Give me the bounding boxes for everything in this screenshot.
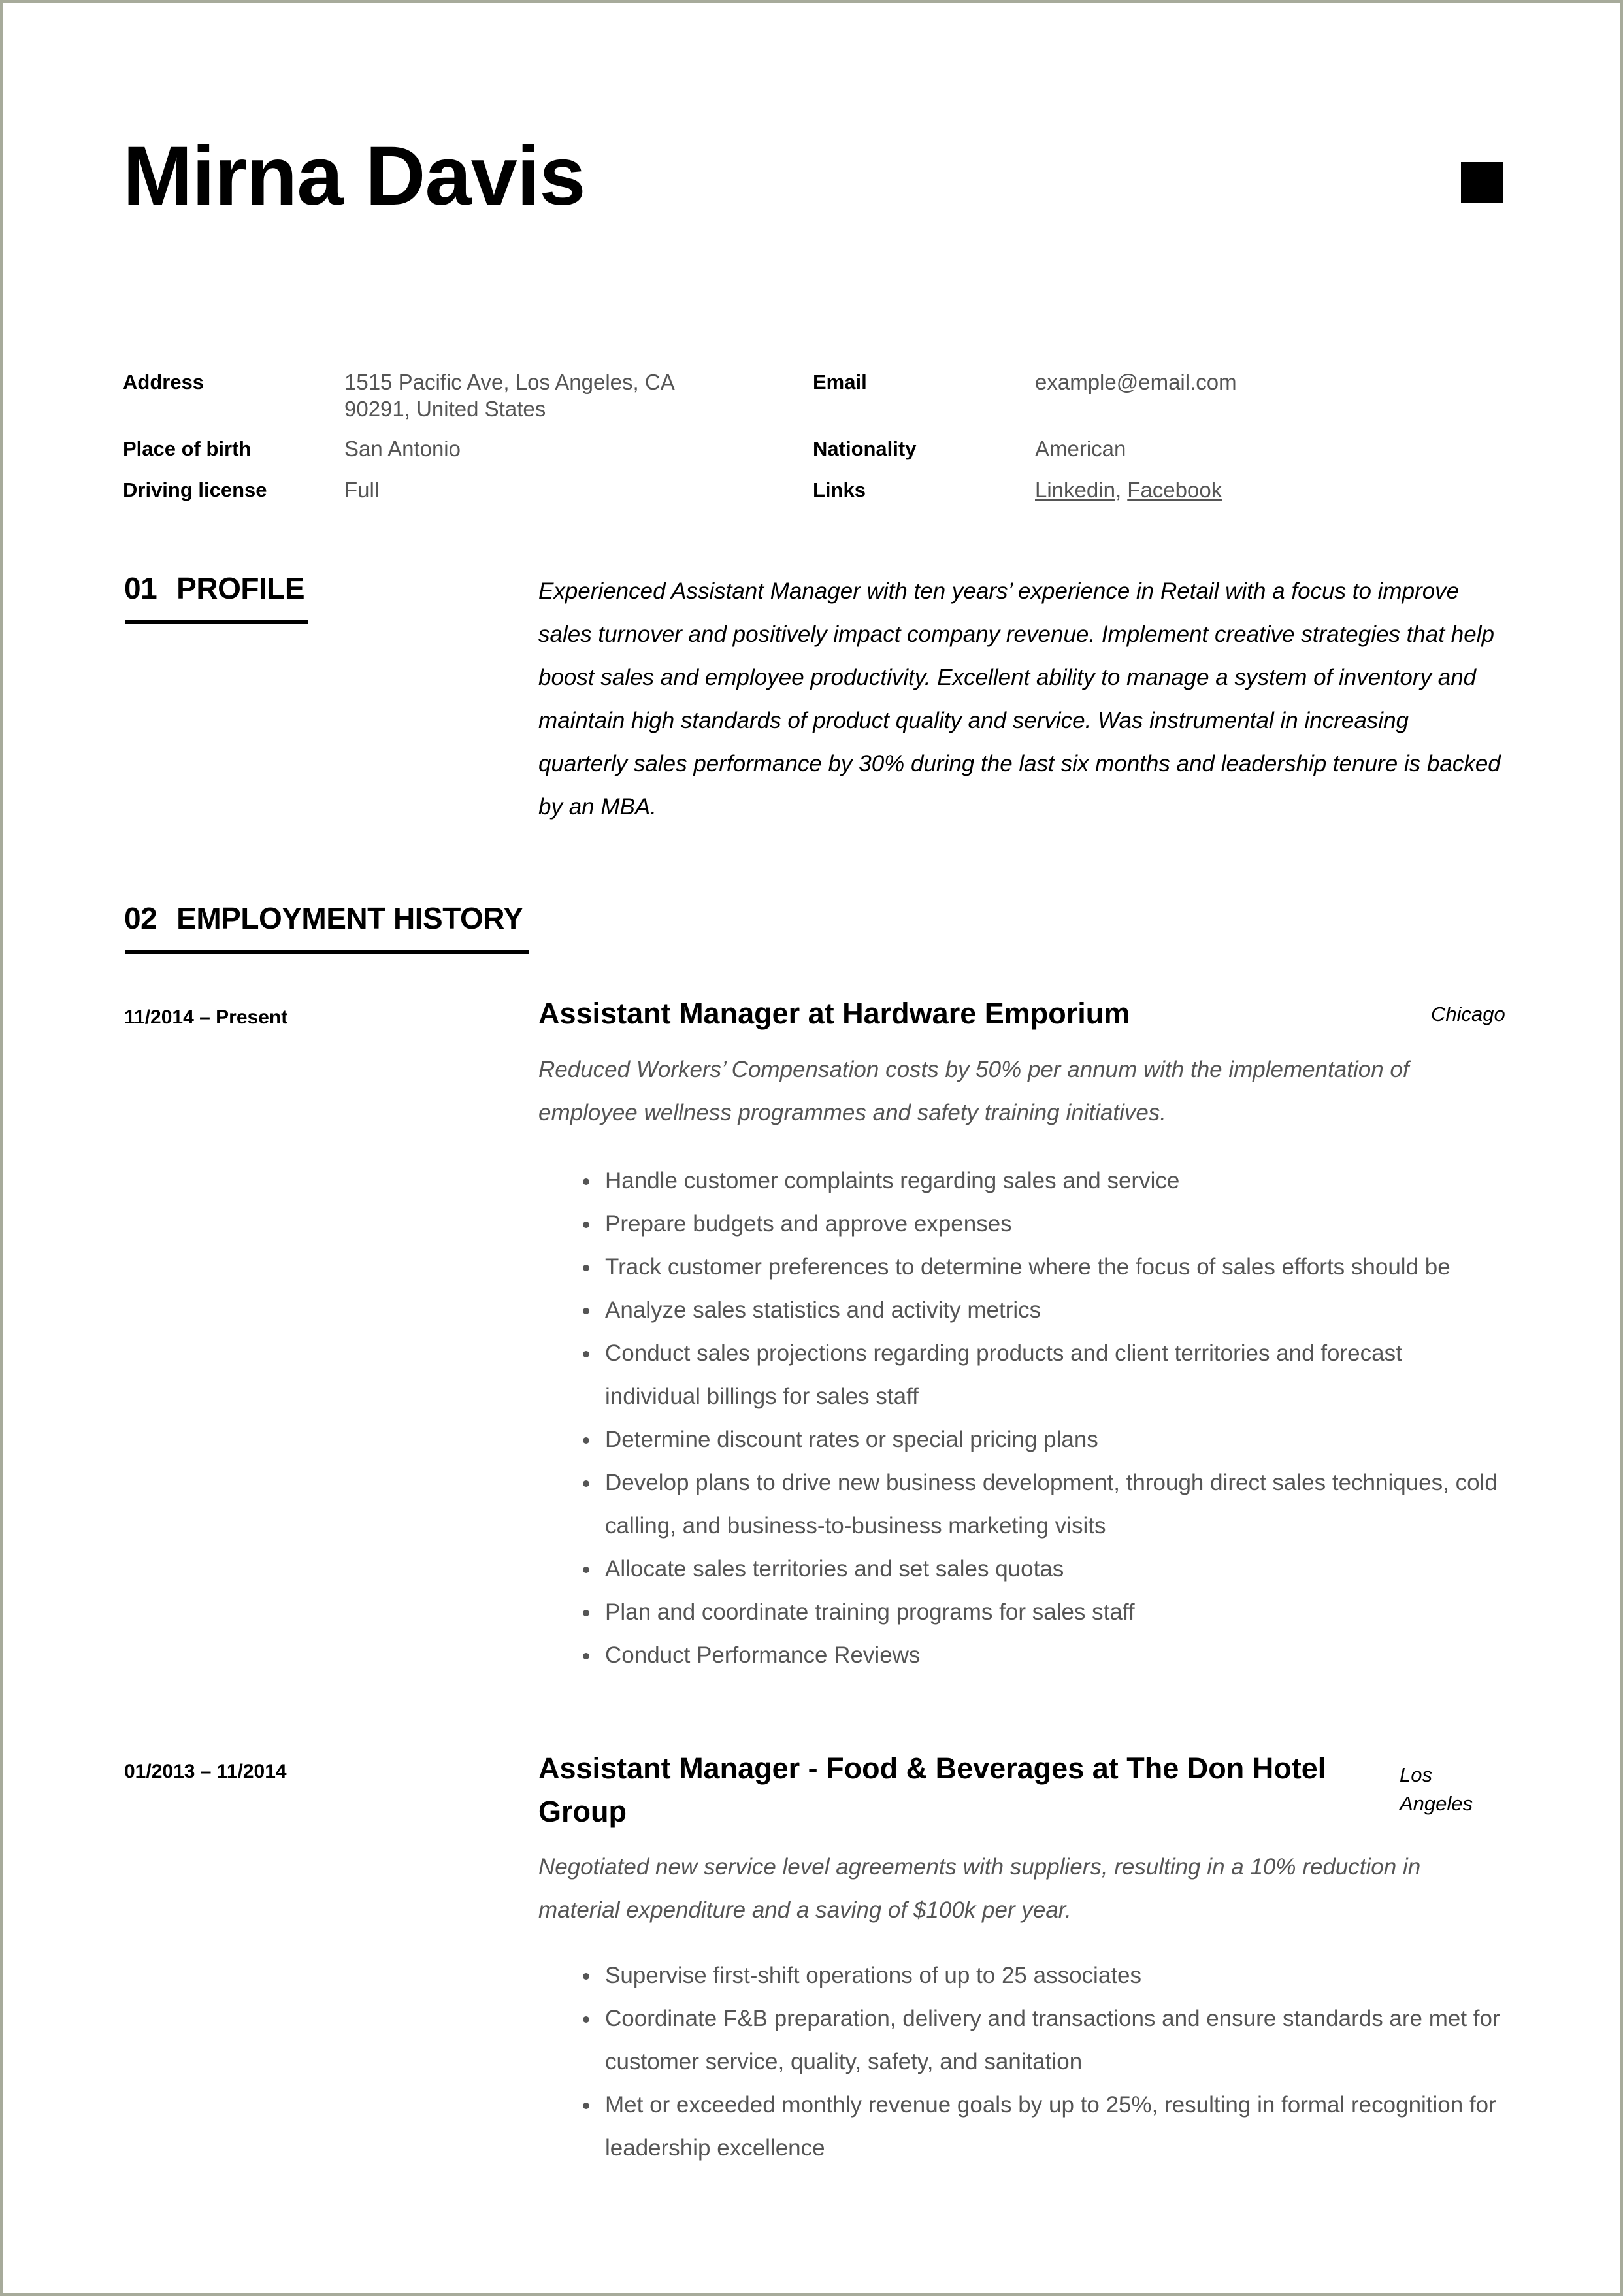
nationality-label: Nationality — [813, 437, 917, 460]
linkedin-link[interactable]: Linkedin — [1035, 478, 1115, 502]
job-1-bullet: Conduct Performance Reviews — [538, 1634, 1503, 1677]
job-1-dates: 11/2014 – Present — [124, 1007, 288, 1028]
job-2-summary: Negotiated new service level agreements with suppliers, resulting in a 10% reduction in material expenditure and a saving of $100k per year. — [538, 1854, 1421, 1923]
job-1-bullet: Conduct sales projections regarding products and client territories and forecast individual billings for sales staff — [538, 1332, 1503, 1418]
job-2-dates: 01/2013 – 11/2014 — [124, 1761, 287, 1782]
address-line-2: 90291, United States — [344, 397, 546, 421]
job-1-bullet: Handle customer complaints regarding sales and service — [538, 1159, 1503, 1203]
license-label: Driving license — [123, 478, 267, 501]
employment-heading — [124, 900, 523, 937]
job-1-bullet-list — [538, 1159, 1503, 1677]
email-label: Email — [813, 371, 867, 393]
job-2-bullet: Coordinate F&B preparation, delivery and transactions and ensure standards are met for customer service, quality, safety, and sanitation — [538, 1997, 1503, 2084]
job-2-bullet: Supervise first-shift operations of up to 25 associates — [538, 1954, 1503, 1997]
job-1-summary: Reduced Workers’ Compensation costs by 50% per annum with the implementation of employee wellness programmes and safety training initiatives. — [538, 1057, 1409, 1125]
job-1-bullet: Plan and coordinate training programs for sales staff — [538, 1591, 1503, 1634]
job-1-bullet: Develop plans to drive new business development, through direct sales techniques, cold calling, and business-to-business marketing visits — [538, 1461, 1503, 1548]
job-1-title: Assistant Manager at Hardware Emporium — [538, 997, 1130, 1030]
links-value — [1035, 476, 1222, 503]
birth-label: Place of birth — [123, 437, 252, 460]
profile-heading — [124, 570, 304, 607]
job-1-bullet: Allocate sales territories and set sales quotas — [538, 1548, 1503, 1591]
link-separator: , — [1115, 478, 1122, 502]
employment-section-title: EMPLOYMENT HISTORY — [176, 901, 523, 935]
candidate-name: Mirna Davis — [123, 129, 585, 223]
job-1-city: Chicago — [1431, 1003, 1505, 1025]
job-1-bullet: Track customer preferences to determine where the focus of sales efforts should be — [538, 1246, 1503, 1289]
job-2-city: Los Angeles — [1400, 1763, 1473, 1815]
address-value — [344, 369, 710, 422]
job-2-bullet-list — [538, 1954, 1503, 2170]
email-value[interactable]: example@email.com — [1035, 370, 1237, 394]
license-value: Full — [344, 478, 380, 502]
facebook-link[interactable]: Facebook — [1127, 478, 1222, 502]
birth-value: San Antonio — [344, 437, 461, 461]
nationality-value: American — [1035, 437, 1126, 461]
employment-heading-rule — [125, 950, 529, 954]
address-line-1: 1515 Pacific Ave, Los Angeles, CA — [344, 370, 675, 394]
links-label: Links — [813, 478, 866, 501]
job-1-bullet: Prepare budgets and approve expenses — [538, 1203, 1503, 1246]
job-2-title: Assistant Manager - Food & Beverages at The Don Hotel Group — [538, 1752, 1326, 1828]
profile-heading-rule — [125, 620, 308, 624]
address-label: Address — [123, 371, 205, 393]
job-1-bullet: Analyze sales statistics and activity metrics — [538, 1289, 1503, 1332]
decorative-square-icon — [1461, 162, 1503, 203]
profile-section-number: 01 — [124, 571, 157, 605]
employment-section-number: 02 — [124, 901, 157, 935]
profile-text: Experienced Assistant Manager with ten years’ experience in Retail with a focus to improve sales turnover and positively impact company revenue. Implement creative strategies that help boost sales and employee productivity. Excellent ability to manage a system of inventory and maintain high standards of product quality and service. Was instrumental in increasing quarterly sales performance by 30% during the last six months and leadership tenure is backed by an MBA. — [538, 578, 1501, 820]
job-1-bullet: Determine discount rates or special pricing plans — [538, 1418, 1503, 1461]
profile-section-title: PROFILE — [176, 571, 305, 605]
job-2-bullet: Met or exceeded monthly revenue goals by up to 25%, resulting in formal recognition for leadership excellence — [538, 2084, 1503, 2170]
